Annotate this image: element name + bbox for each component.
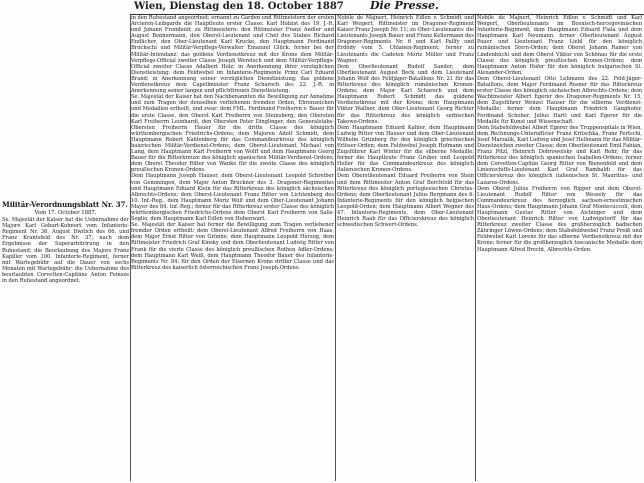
column-rule	[475, 15, 476, 481]
column-2-paragraph: in den Ruhestand angeordnet; ernannt zu Garden und Rittmeistern der ersten Arcieren-Leibgarde die Hauptleute erster Classe: Karl Holzist des 19. J.-R. und Johann Fromhold; zu Rittmeistern: den Rittmeister Franz Andler und August Bennermann, den Oberst-Lieutenant und Chef des Stabes Richard Endlicher, den Ober-Lieutenant Karl Krucke, den Hauptmann Ferdinand Bruckschi und Militär-Verpflegs-Verwalter Emanuel Glück; ferner bei der Militär-Intendanz: das goldene Verdienstkreuz mit der Krone dem Militär-Verpflegs-Official zweiter Classe Joseph Weretsch und dem Militär-Verpflegs-Official zweiter Classe Adalbert Holz; in Anerkennung ihrer vorzüglichen Dienstleistung; dem Feldwebel im Infanterie-Regimente Prinz Carl Eduard Brand; in Anerkennung seiner vorzüglichen Dienstleistung; das goldene Verdienstkreuz dem Capellmeister Franz Scharoch des 22. J.-R. in Anerkennung seiner langen und pflichttreuen Dienstleistung.	[131, 15, 334, 95]
column-2-paragraph: Se. Majestät der Kaiser hat ferner die Bewilligung zum Tragen verliehener fremder Orden ertheilt: dem Oberst-Lieutenant Alfred Freiherrn von Haas, dem Major Ernst Ritter von Grünne, dem Hauptmann Leopold Herzog, dem Rittmeister Friedrich Graf Kinsky und dem Oberlieutenant Ludwig Ritter von Frank für die vierte Classe des königlich preußischen Rothen Adler-Ordens; dem Hauptmann Karl Weiß, dem Hauptmann Theodor Bauer des Infanterie-Regiments Nr. 84; für den Orden der Eisernen Krone dritter Classe und das Ritterkreuz des kaiserlich österreichischen Franz Joseph-Ordens.	[131, 222, 334, 271]
blank-margin	[0, 15, 129, 195]
column-2-paragraph: Se. Majestät der Kaiser hat den Nachbenannten die Bewilligung zur Annahme und zum Tragen der denselben verliehenen fremden Orden, Ehrenzeichen und Medaillen ertheilt, und zwar: dem FML. Ferdinand Freiherrn v. Bauer für die erste Classe, den Oberst Karl Freiherrn von Steinsberg, den Obersten Karl Freiherrn Leonhardi, den Obersten Peter Dinglinger, den Generalstabs-Obersten Freiherrn Hauer für die dritte Classe des königlich württembergischen Friedrichs-Ordens; dem Majoren Adolf Schmidt, dem Hauptmann Robert Kahlenberg für das Commandeurkreuz des königlich baierischen Militär-Verdienst-Ordens; dem Oberst-Lieutenant Michael von Lang, dem Hauptmann Karl Freiherrn von Wolff und dem Hauptmann Georg Bauer für die Ritterkreuze des königlich spanischen Militär-Verdienst-Ordens; dem Oberst Theodor Ritter von Wanke für die zweite Classe des königlich preußischen Kronen-Ordens.	[131, 94, 334, 174]
column-3-paragraph: Dem Hauptmann Eduard Kahler, dem Hauptmann Ludwig Ritter von Hauser und dem Ober-Lieutenant Wilhelm Grünberg für den königlich griechischen Erlöser-Orden; dem Feldwebel Joseph Hofmann und Zugsführer Karl Winter für die silberne Medaille; ferner die Hauptleute Franz Gruber und Leopold Heller für das Commandeurkreuz des königlich italienischen Kronen-Ordens.	[337, 124, 474, 174]
column-3-paragraph: Dem Oberlieutenant Rudolf Sander, dem Oberlieutenant August Beck und dem Lieutenant Johann Wolf des Feldjäger-Bataillons Nr. 21 für das Ritterkreuz des königlich rumänischen Kronen-Ordens; dem Major Karl Scharoch und dem Hauptmann Robert Schmidt das goldene Verdienstkreuz mit der Krone; dem Hauptmann Viktor Wallner, dem Ober-Lieutenant Georg Richter für das Ritterkreuz des königlich serbischen Takowo-Ordens.	[337, 63, 474, 125]
column-3	[337, 15, 474, 481]
column-4	[477, 15, 642, 481]
column-4-paragraph: Nobile de Majnert, Heinrich Edlen v. Schmidt und Karl Weigert, Oberlieutenants im Bosnisch-hercegovinischen Infanterie-Regiment, dem Hauptmann Eduard Fiala und dem Hauptmann Karl Neumann, ferner Oberlieutenant August Pauer und Lieutenant Franz Liebl für den königlich rumänischen Stern-Orden; dem Oberst Johann Rainer von Lindenbüchl und dem Oberst Viktor von Schönau für die erste Classe des königlich preußischen Kronen-Ordens; dem Hauptmann Anton Hofer für den königlich bulgarischen St. Alexander-Orden.	[477, 15, 642, 76]
header-masthead: Die Presse.	[370, 0, 439, 12]
column-4-paragraph: Dem Stabsfeldwebel Albert Egerer des Truppenspitals in Wien, dem Rechnungs-Unterofficier Franz Kritschka, Franz Fertschi, Josef Marzalik, Karl Ludwig und Josef Hellmann für das Militär-Dienstzeichen zweiter Classe; dem Oberlieutenant Emil Fabian, Franz Pitzl, Heinrich Dobrowolsky und Karl Rohr, für das Ritterkreuz des königlich spanischen Isabellen-Ordens; ferner dem Corvetten-Capitän Georg Ritter von Bienenfeld und dem Linienschiffs-Lieutenant Karl Graf Rambaldi für das Officierskreuz des königlich italienischen St. Mauritius- und Lazarus-Ordens.	[477, 124, 642, 186]
column-1	[2, 200, 129, 320]
column-4-paragraph: Dem Oberst Julius Freiherrn von Ripper und dem Oberst-Lieutenant Rudolf Ritter von Wessely für das Commandeurkreuz des herzoglich sachsen-ernestinischen Haus-Ordens; dem Hauptmann Johann Graf Montecuccoli, dem Hauptmann Gustav Ritter von Aichinger und dem Oberlieutenant Heinrich Ritter von Ludwigstorff für das Ritterkreuz zweiter Classe des großherzoglich badischen Zähringer Löwen-Ordens; dem Stabsfeldwebel Franz Preiß und Feldwebel Karl Lorenz für das silberne Verdienstkreuz mit der Krone; ferner für die großherzoglich toscanische Medaille dem Hauptmann Alfred Brecht, Albrechts-Orden.	[477, 185, 642, 253]
column-1-text: Se. Majestät der Kaiser hat die Uebernahme der Majore Karl Gobart-Kohnert vom Infanterie-Regiment Nr. 36, August Dwitich des 66. und Franz Krantsfeld des Nr. 37, nach dem Ergebnisse der Superarbitrirung in den Ruhestand; die Beurlaubung des Majors Franz Kapiller vom 100. Infanterie-Regiment, ferner mit Wartegebühr auf die Dauer von sechs Monaten mit Wartegebühr; die Uebernahme des beurlaubten Corvetten-Capitäns Anton Feinsze in den Ruhestand angeordnet.	[2, 217, 129, 285]
column-3-paragraph: Dem Oberstlieutenant Eduard Freiherrn von Stein und dem Rittmeister Anton Graf Berchtold für das Ritterkreuz des königlich portugiesischen Christus-Ordens; dem Oberlieutenant Julius Bergmann des 6. Infanterie-Regiments für den königlich belgischen Leopold-Orden; dem Hauptmann Albert Wegner des 47. Infanterie-Regiments, dem Ober-Lieutenant Heinrich Raab für das Officierskreuz des königlich schwedischen Schwert-Ordens.	[337, 173, 474, 229]
column-2	[131, 15, 334, 481]
column-4-paragraph: Dem Oberst-Lieutenant Otto Lehmann des 22. Feld-Jäger-Bataillons, dem Major Ferdinand Rosner für das Ritterkreuz erster Classe des königlich sächsischen Albrechts-Ordens; dem Wachtmeister Albert Egerer des Dragoner-Regiments Nr. 15, dem Zugsführer Wenzel Hauser für die silberne Verdienst-Medaille; ferner dem Hauptmann Friedrich Ganghofer, Ferdinand Schober, Julius Hartl und Karl Egerer für die Medaille für Kunst und Wissenschaft.	[477, 75, 642, 125]
section-title: Militär-Verordnungsblatt Nr. 37.	[2, 200, 128, 209]
page-header	[130, 0, 644, 15]
column-rule	[335, 15, 336, 481]
header-place-date: Wien, Dienstag den 18. October 1887	[134, 1, 344, 12]
column-2-paragraph: Dem Hauptmann Joseph Hauser, dem Oberst-Lieutenant Leopold Schreiber von Gemmingen, dem Major Anton Bruckner des 3. Dragoner-Regimentes und Hauptmann Eduard Klein für das Ritterkreuz des königlich sächsischen Albrechts-Ordens; dem Oberst-Lieutenant Franz Ritter von Lichtenberg des 10. Inf.-Reg., dem Hauptmann Moriz Wolf und dem Ober-Lieutenant Johann Mayer des 84. Inf.-Reg.; ferner für das Ritterkreuz erster Classe des königlich württembergischen Friedrichs-Ordens dem Oberst Karl Freiherrn von Salis-Soglio, dem Hauptmann Karl Edlen von Hohenwart.	[131, 173, 334, 223]
section-dateline: Vom 17. October 1887.	[34, 210, 97, 216]
column-3-paragraph: Nobile de Majnert, Heinrich Edlen v. Schmidt und Karl Weigert, Rittmeister im Dragoner-Regiment Kaiser Franz Joseph Nr. 11; zu Ober-Lieutenants: die Lieutenants Joseph Bauer und Franz Kellermann des Dragoner-Regiments Nr. 6 und Karl Pallfy und Erdödy vom 5. Uhlanen-Regiment; ferner zu Lieutenants die Cadeten Moriz Müller und Franz Wagner.	[337, 15, 474, 64]
